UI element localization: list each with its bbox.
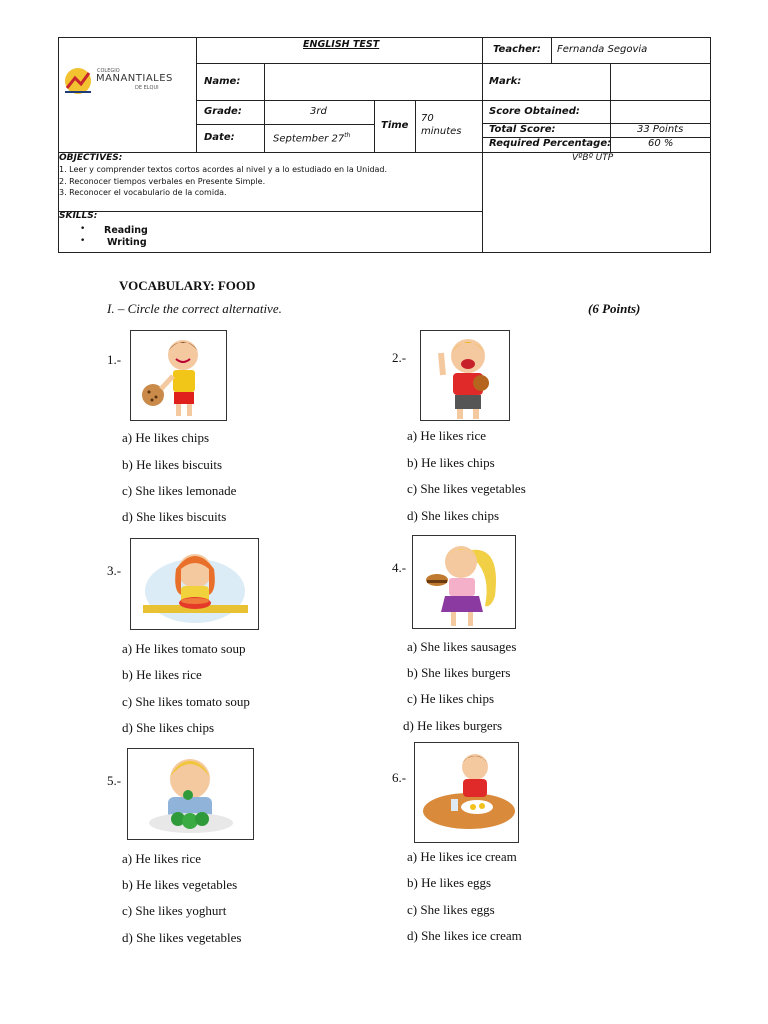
answer-option[interactable]: d) He likes burgers — [403, 718, 503, 733]
answer-option[interactable]: c) She likes tomato soup — [122, 694, 250, 709]
date-text: September 27 — [273, 133, 345, 145]
teacher-value: Fernanda Segovia — [557, 44, 648, 55]
answer-option[interactable]: b) He likes eggs — [407, 875, 492, 890]
answer-option[interactable]: a) He likes tomato soup — [122, 641, 246, 656]
total-score-label: Total Score: — [489, 124, 556, 135]
question-number: 6.- — [392, 770, 407, 785]
test-title: ENGLISH TEST — [303, 39, 380, 50]
answer-option[interactable]: c) She likes yoghurt — [122, 903, 227, 918]
answer-option[interactable]: c) She likes eggs — [407, 902, 495, 917]
total-score-value: 33 Points — [637, 124, 684, 135]
question-number: 1.- — [107, 352, 122, 367]
answer-option[interactable]: b) She likes burgers — [407, 665, 511, 680]
question-2-image — [420, 330, 510, 421]
answer-option[interactable]: d) She likes ice cream — [407, 928, 522, 943]
bullet: • — [80, 236, 86, 246]
answer-option[interactable]: a) He likes ice cream — [407, 849, 517, 864]
question-number: 5.- — [107, 773, 122, 788]
question-4-image — [412, 535, 516, 629]
date-suffix: th — [344, 132, 351, 139]
question-6-image — [414, 742, 519, 843]
grade-value: 3rd — [310, 106, 327, 117]
divider — [415, 100, 416, 152]
answer-option[interactable]: d) She likes biscuits — [122, 509, 227, 524]
logo-text-sub: DE ELQUI — [135, 85, 159, 91]
divider — [196, 37, 197, 153]
objective-item: 1. Leer y comprender textos cortos acordes al nivel y a lo estudiado en la Unidad. — [59, 165, 388, 174]
divider — [264, 124, 374, 125]
question-5-image — [127, 748, 254, 840]
date-value — [273, 132, 350, 144]
vb-utp-label: VºBº UTP — [572, 153, 614, 163]
teacher-label: Teacher: — [493, 44, 541, 55]
answer-option[interactable]: d) She likes chips — [122, 720, 215, 735]
divider — [374, 100, 375, 152]
divider — [196, 63, 711, 64]
bullet: • — [80, 224, 86, 234]
answer-option[interactable]: b) He likes biscuits — [122, 457, 223, 472]
boy-with-eggs-icon — [415, 743, 519, 843]
time-value-unit: minutes — [421, 126, 462, 137]
girl-with-burger-icon — [413, 536, 516, 629]
divider — [264, 63, 265, 152]
divider — [551, 37, 552, 64]
time-label: Time — [381, 120, 409, 131]
answer-option[interactable]: c) He likes chips — [407, 691, 495, 706]
divider — [482, 37, 483, 253]
answer-option[interactable]: a) He likes rice — [122, 851, 202, 866]
divider — [196, 124, 274, 125]
school-logo — [63, 64, 193, 98]
time-value-number: 70 — [421, 113, 434, 124]
instruction: I. – Circle the correct alternative. — [107, 301, 282, 316]
answer-option[interactable]: b) He likes rice — [122, 667, 202, 682]
boy-with-biscuit-icon — [131, 331, 227, 421]
answer-option[interactable]: d) She likes vegetables — [122, 930, 242, 945]
answer-option[interactable]: d) She likes chips — [407, 508, 500, 523]
question-number: 4.- — [392, 560, 407, 575]
logo-text-main: MANANTIALES — [96, 73, 173, 84]
skill-item: Reading — [104, 225, 148, 236]
answer-option[interactable]: a) He likes chips — [122, 430, 210, 445]
score-obtained-label: Score Obtained: — [489, 106, 580, 117]
boy-eating-icon — [421, 331, 510, 421]
section-title: VOCABULARY: FOOD — [119, 278, 256, 293]
girl-eating-soup-icon — [131, 539, 259, 630]
answer-option[interactable]: a) She likes sausages — [407, 639, 517, 654]
answer-option[interactable]: a) He likes rice — [407, 428, 487, 443]
boy-eating-vegetables-icon — [128, 749, 254, 840]
points-label: (6 Points) — [588, 301, 641, 316]
question-1-image — [130, 330, 227, 421]
skills-label: SKILLS: — [59, 211, 98, 221]
logo-text-top: COLEGIO — [97, 68, 120, 74]
date-label: Date: — [204, 132, 235, 143]
name-label: Name: — [204, 76, 241, 87]
question-3-image — [130, 538, 259, 630]
divider — [58, 211, 482, 212]
grade-label: Grade: — [204, 106, 242, 117]
answer-option[interactable]: c) She likes vegetables — [407, 481, 526, 496]
objective-item: 3. Reconocer el vocabulario de la comida. — [59, 188, 227, 197]
answer-option[interactable]: b) He likes vegetables — [122, 877, 238, 892]
objectives-label: OBJECTIVES: — [59, 153, 123, 163]
question-number: 3.- — [107, 563, 122, 578]
required-percentage-label: Required Percentage: — [489, 138, 612, 149]
divider — [196, 100, 711, 101]
answer-option[interactable]: b) He likes chips — [407, 455, 495, 470]
question-number: 2.- — [392, 350, 407, 365]
objective-item: 2. Reconocer tiempos verbales en Presente Simple. — [59, 177, 266, 186]
skill-item: Writing — [107, 237, 147, 248]
required-percentage-value: 60 % — [648, 138, 674, 149]
answer-option[interactable]: c) She likes lemonade — [122, 483, 237, 498]
mark-label: Mark: — [489, 76, 522, 87]
